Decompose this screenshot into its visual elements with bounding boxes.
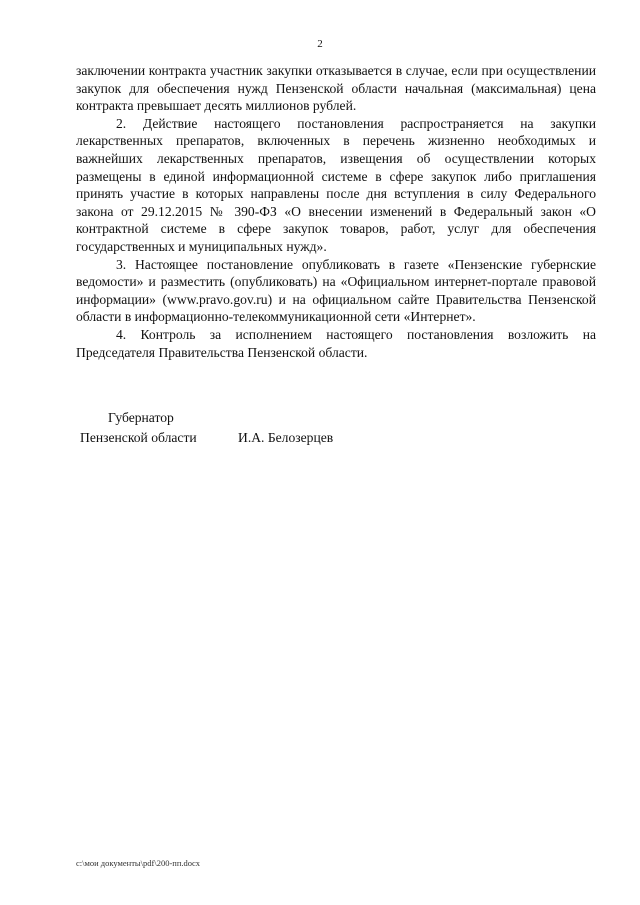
paragraph-4: 4. Контроль за исполнением настоящего постановления возложить на Председателя Правительства Пензенской области. (76, 326, 596, 360)
signature-title-line1: Губернатор (108, 410, 174, 425)
signature-name: И.А. Белозерцев (238, 430, 334, 445)
page-number: 2 (317, 38, 323, 50)
signature-title-line2: Пензенской области (80, 430, 197, 445)
document-body (76, 62, 596, 361)
paragraph-3: 3. Настоящее постановление опубликовать в газете «Пензенские губернские ведомости» и разместить (опубликовать) на «Официальном интернет-портале правовой информации» (www.pravo.gov.ru) и на официальном сайте Правительства Пензенской области в информационно-телекоммуникационной сети «Интернет». (76, 256, 596, 325)
footer-file-path: c:\мои документы\pdf\200-пп.docx (76, 858, 201, 868)
paragraph-1: заключении контракта участник закупки отказывается в случае, если при осуществлении закупок для обеспечения нужд Пензенской области начальная (максимальная) цена контракта превышает десять миллионов рублей. (76, 63, 596, 114)
paragraph-2: 2. Действие настоящего постановления распространяется на закупки лекарственных препаратов, включенных в перечень жизненно необходимых и важнейших лекарственных препаратов, извещения об осуществлении которых размещены в единой информационной системе в сфере закупок либо приглашения принять участие в которых направлены после дня вступления в силу Федерального закона от 29.12.2015 № 390-ФЗ «О внесении изменений в Федеральный закон «О контрактной системе в сфере закупок товаров, работ, услуг для обеспечения государственных и муниципальных нужд». (76, 115, 596, 254)
